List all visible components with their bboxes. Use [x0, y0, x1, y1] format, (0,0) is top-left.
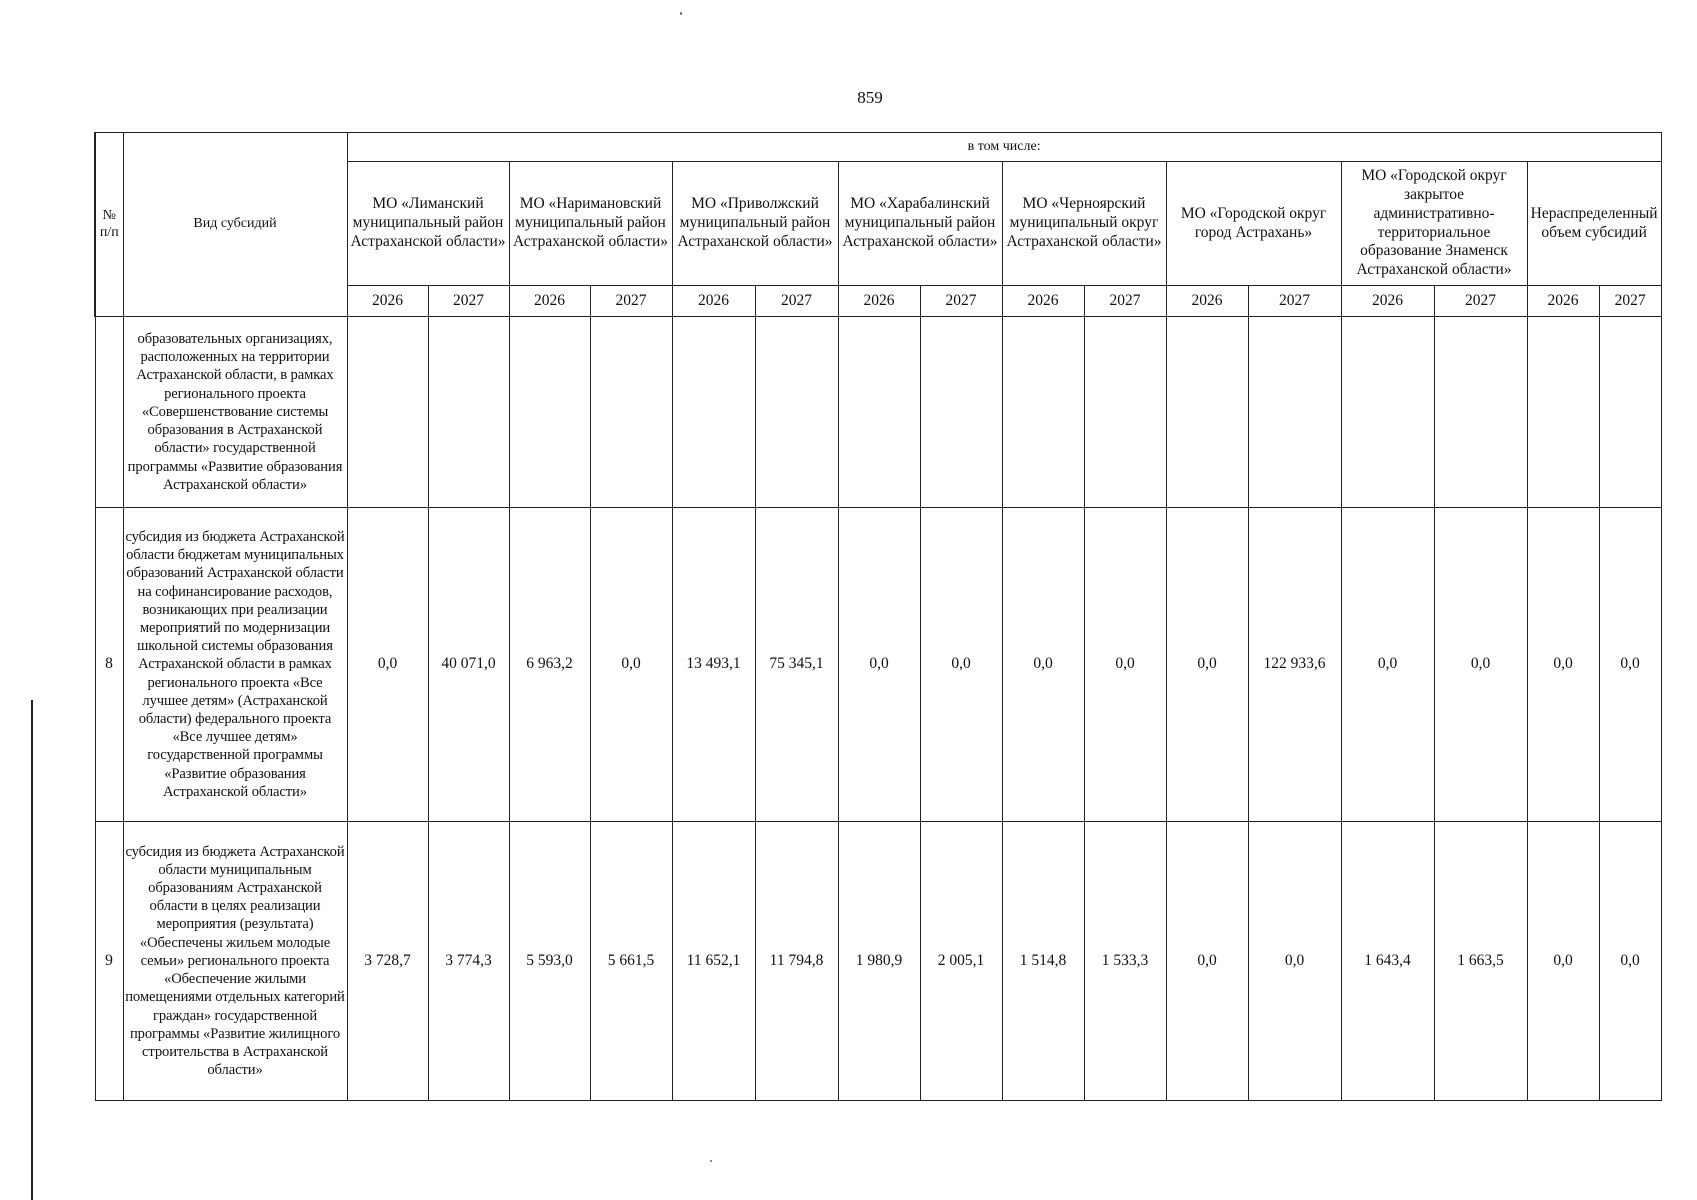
value-cell [1341, 317, 1434, 508]
header-row-number: № п/п [95, 133, 123, 317]
scan-margin-line [31, 700, 33, 1200]
header-mo-znamensk: МО «Городской округ закрытое административно-территориальное образование Знаменск Астраханской области» [1341, 162, 1527, 286]
row-number [95, 317, 123, 508]
year-header: 2026 [347, 286, 428, 317]
subsidies-table [94, 132, 1662, 1101]
year-header: 2026 [1002, 286, 1084, 317]
value-cell: 0,0 [1599, 822, 1661, 1101]
year-header: 2027 [755, 286, 838, 317]
value-cell: 0,0 [1434, 508, 1527, 822]
page-number: 859 [857, 88, 883, 107]
value-cell: 0,0 [347, 508, 428, 822]
year-header: 2027 [920, 286, 1002, 317]
value-cell: 2 005,1 [920, 822, 1002, 1101]
value-cell [428, 317, 509, 508]
value-cell: 0,0 [920, 508, 1002, 822]
value-cell: 3 728,7 [347, 822, 428, 1101]
subsidy-description: образовательных организациях, расположенных на территории Астраханской области, в рамках регионального проекта «Совершенствование системы образования в Астраханской области» государственной программы «Развитие образования Астраханской области» [123, 317, 347, 508]
header-mo-astrakhan: МО «Городской округ город Астрахань» [1166, 162, 1341, 286]
table-row [95, 822, 1661, 1101]
value-cell [1527, 317, 1599, 508]
value-cell: 1 980,9 [838, 822, 920, 1101]
value-cell: 6 963,2 [509, 508, 590, 822]
value-cell: 1 533,3 [1084, 822, 1166, 1101]
value-cell: 0,0 [1527, 508, 1599, 822]
value-cell: 13 493,1 [672, 508, 755, 822]
value-cell: 1 514,8 [1002, 822, 1084, 1101]
year-header: 2027 [590, 286, 672, 317]
row-number: 9 [95, 822, 123, 1101]
subsidy-description: субсидия из бюджета Астраханской области бюджетам муниципальных образований Астраханской области на софинансирование расходов, возникающих при реализации мероприятий по модернизации школьной системы образования Астраханской области в рамках регионального проекта «Все лучшее детям» (Астраханской области) федерального проекта «Все лучшее детям» государственной программы «Развитие образования Астраханской области» [123, 508, 347, 822]
scan-speck [680, 12, 682, 15]
year-header: 2027 [1434, 286, 1527, 317]
table-row [95, 317, 1661, 508]
value-cell [1599, 317, 1661, 508]
value-cell: 0,0 [1248, 822, 1341, 1101]
year-header: 2027 [1599, 286, 1661, 317]
value-cell: 1 663,5 [1434, 822, 1527, 1101]
year-header: 2026 [509, 286, 590, 317]
year-header: 2026 [672, 286, 755, 317]
value-cell: 122 933,6 [1248, 508, 1341, 822]
value-cell: 1 643,4 [1341, 822, 1434, 1101]
value-cell [838, 317, 920, 508]
value-cell: 0,0 [1527, 822, 1599, 1101]
header-mo-chernoyarsky: МО «Черноярский муниципальный округ Астраханской области» [1002, 162, 1166, 286]
value-cell [755, 317, 838, 508]
value-cell [509, 317, 590, 508]
value-cell: 0,0 [590, 508, 672, 822]
value-cell: 0,0 [1084, 508, 1166, 822]
year-header: 2026 [1166, 286, 1248, 317]
header-unallocated: Нераспределенный объем субсидий [1527, 162, 1661, 286]
value-cell: 0,0 [1002, 508, 1084, 822]
header-subsidy-type: Вид субсидий [123, 133, 347, 317]
value-cell: 75 345,1 [755, 508, 838, 822]
year-header: 2027 [428, 286, 509, 317]
value-cell [1434, 317, 1527, 508]
value-cell: 5 661,5 [590, 822, 672, 1101]
subsidy-description: субсидия из бюджета Астраханской области муниципальным образованиям Астраханской области в целях реализации мероприятия (результата) «Обеспечены жильем молодые семьи» регионального проекта «Обеспечение жилыми помещениями отдельных категорий граждан» государственной программы «Развитие жилищного строительства в Астраханской области» [123, 822, 347, 1101]
value-cell: 5 593,0 [509, 822, 590, 1101]
value-cell: 11 794,8 [755, 822, 838, 1101]
value-cell [672, 317, 755, 508]
value-cell [590, 317, 672, 508]
table-row [95, 508, 1661, 822]
value-cell: 0,0 [1599, 508, 1661, 822]
value-cell: 0,0 [838, 508, 920, 822]
year-header: 2027 [1084, 286, 1166, 317]
header-mo-privolzhsky: МО «Приволжский муниципальный район Астраханской области» [672, 162, 838, 286]
value-cell: 3 774,3 [428, 822, 509, 1101]
value-cell: 0,0 [1166, 508, 1248, 822]
value-cell [1248, 317, 1341, 508]
value-cell [920, 317, 1002, 508]
header-mo-kharabalinsky: МО «Харабалинский муниципальный район Астраханской области» [838, 162, 1002, 286]
year-header: 2026 [1527, 286, 1599, 317]
value-cell [1084, 317, 1166, 508]
year-header: 2026 [1341, 286, 1434, 317]
value-cell: 0,0 [1166, 822, 1248, 1101]
year-header: 2026 [838, 286, 920, 317]
value-cell [347, 317, 428, 508]
header-including: в том числе: [347, 133, 1661, 162]
value-cell: 0,0 [1341, 508, 1434, 822]
header-mo-limansky: МО «Лиманский муниципальный район Астраханской области» [347, 162, 509, 286]
value-cell [1002, 317, 1084, 508]
value-cell [1166, 317, 1248, 508]
year-header: 2027 [1248, 286, 1341, 317]
header-mo-narimanovsky: МО «Наримановский муниципальный район Астраханской области» [509, 162, 672, 286]
row-number: 8 [95, 508, 123, 822]
scan-speck [710, 1160, 712, 1162]
value-cell: 40 071,0 [428, 508, 509, 822]
value-cell: 11 652,1 [672, 822, 755, 1101]
